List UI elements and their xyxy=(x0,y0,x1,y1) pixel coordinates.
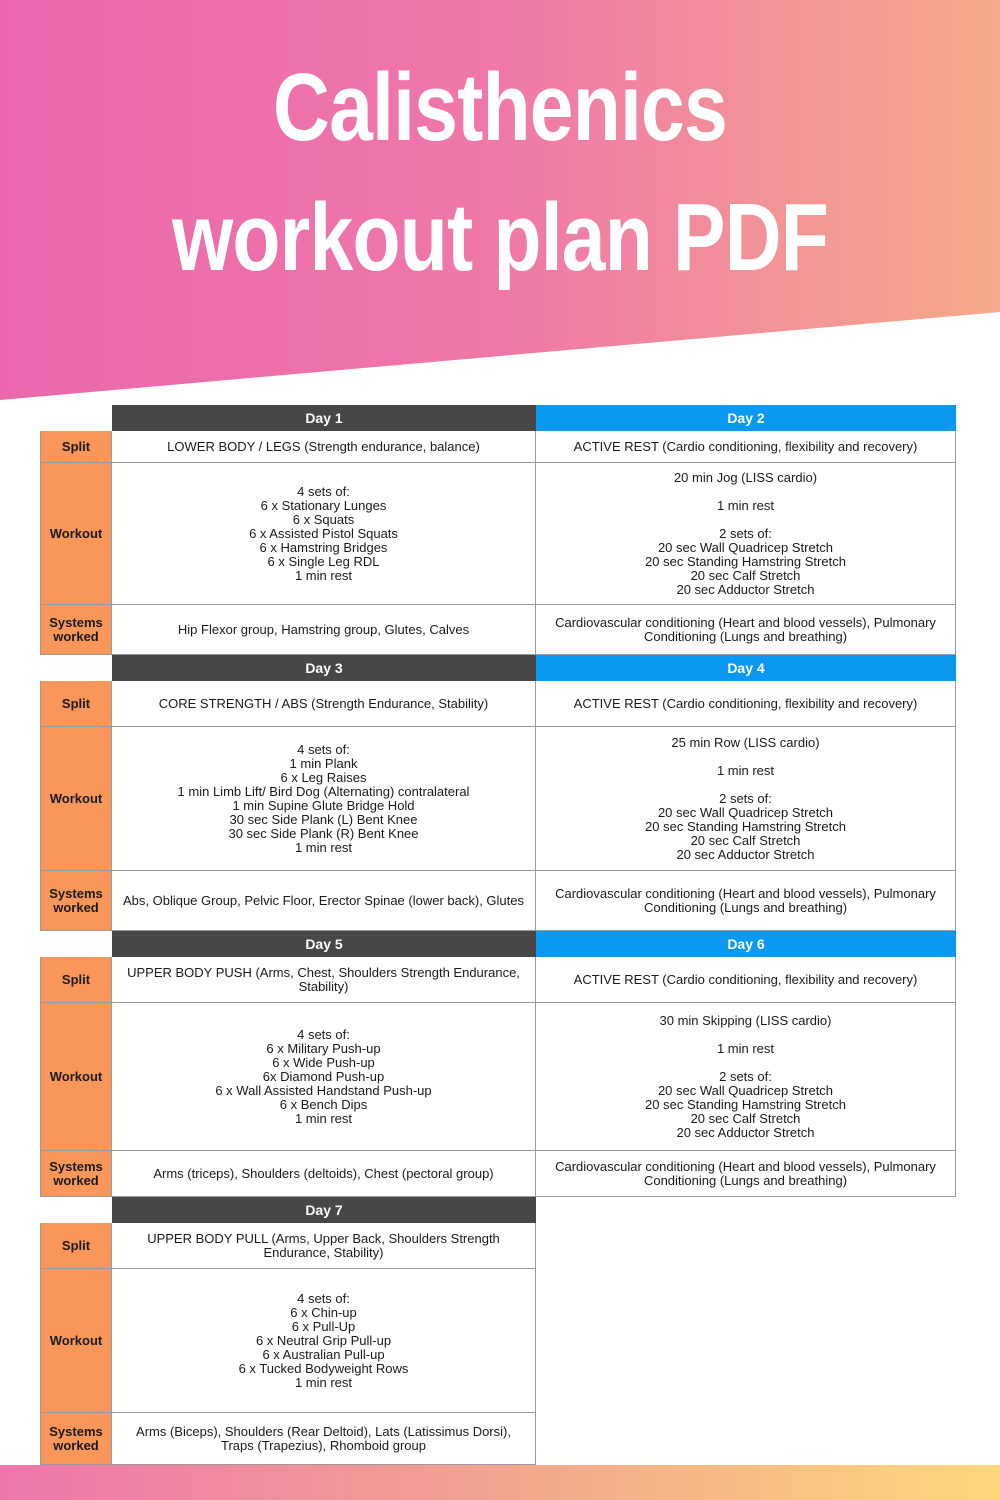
day-6-split: ACTIVE REST (Cardio conditioning, flexibility and recovery) xyxy=(536,957,956,1003)
page-title-line-1: Calisthenics xyxy=(273,54,727,161)
empty-column xyxy=(536,1413,956,1465)
corner-spacer xyxy=(40,655,112,681)
day-4-header: Day 4 xyxy=(536,655,956,681)
day-1-header: Day 1 xyxy=(112,405,536,431)
day-2-workout: 20 min Jog (LISS cardio) 1 min rest 2 sets of: 20 sec Wall Quadricep Stretch 20 sec Standing Hamstring Stretch 20 sec Calf Stretch 20 sec Adductor Stretch xyxy=(536,463,956,605)
workout-label: Workout xyxy=(40,727,112,871)
day-3-systems: Abs, Oblique Group, Pelvic Floor, Erector Spinae (lower back), Glutes xyxy=(112,871,536,931)
split-label: Split xyxy=(40,431,112,463)
split-label: Split xyxy=(40,957,112,1003)
day-4-workout: 25 min Row (LISS cardio) 1 min rest 2 sets of: 20 sec Wall Quadricep Stretch 20 sec Standing Hamstring Stretch 20 sec Calf Stretch 20 sec Adductor Stretch xyxy=(536,727,956,871)
day-1-split: LOWER BODY / LEGS (Strength endurance, balance) xyxy=(112,431,536,463)
day-6-systems: Cardiovascular conditioning (Heart and blood vessels), Pulmonary Conditioning (Lungs and breathing) xyxy=(536,1151,956,1197)
split-label: Split xyxy=(40,1223,112,1269)
day-7-systems: Arms (Biceps), Shoulders (Rear Deltoid), Lats (Latissimus Dorsi), Traps (Trapezius), Rhomboid group xyxy=(112,1413,536,1465)
workout-label: Workout xyxy=(40,1003,112,1151)
day-4-split: ACTIVE REST (Cardio conditioning, flexibility and recovery) xyxy=(536,681,956,727)
day-5-systems: Arms (triceps), Shoulders (deltoids), Chest (pectoral group) xyxy=(112,1151,536,1197)
systems-label: Systems worked xyxy=(40,605,112,655)
day-1-workout: 4 sets of: 6 x Stationary Lunges 6 x Squats 6 x Assisted Pistol Squats 6 x Hamstring Bridges 6 x Single Leg RDL 1 min rest xyxy=(112,463,536,605)
day-5-workout: 4 sets of: 6 x Military Push-up 6 x Wide Push-up 6x Diamond Push-up 6 x Wall Assisted Handstand Push-up 6 x Bench Dips 1 min rest xyxy=(112,1003,536,1151)
day-5-split: UPPER BODY PUSH (Arms, Chest, Shoulders Strength Endurance, Stability) xyxy=(112,957,536,1003)
workout-plan-table xyxy=(40,405,956,1465)
empty-column xyxy=(536,1269,956,1413)
corner-spacer xyxy=(40,1197,112,1223)
day-6-header: Day 6 xyxy=(536,931,956,957)
corner-spacer xyxy=(40,405,112,431)
workout-label: Workout xyxy=(40,1269,112,1413)
footer-gradient-bar xyxy=(0,1465,1000,1500)
day-7-split: UPPER BODY PULL (Arms, Upper Back, Shoulders Strength Endurance, Stability) xyxy=(112,1223,536,1269)
day-2-systems: Cardiovascular conditioning (Heart and blood vessels), Pulmonary Conditioning (Lungs and breathing) xyxy=(536,605,956,655)
day-6-workout: 30 min Skipping (LISS cardio) 1 min rest 2 sets of: 20 sec Wall Quadricep Stretch 20 sec Standing Hamstring Stretch 20 sec Calf Stretch 20 sec Adductor Stretch xyxy=(536,1003,956,1151)
page-title-line-2: workout plan PDF xyxy=(172,184,828,291)
day-7-header: Day 7 xyxy=(112,1197,536,1223)
systems-label: Systems worked xyxy=(40,871,112,931)
day-5-header: Day 5 xyxy=(112,931,536,957)
day-2-header: Day 2 xyxy=(536,405,956,431)
workout-label: Workout xyxy=(40,463,112,605)
systems-label: Systems worked xyxy=(40,1413,112,1465)
systems-label: Systems worked xyxy=(40,1151,112,1197)
day-1-systems: Hip Flexor group, Hamstring group, Glutes, Calves xyxy=(112,605,536,655)
corner-spacer xyxy=(40,931,112,957)
day-4-systems: Cardiovascular conditioning (Heart and blood vessels), Pulmonary Conditioning (Lungs and breathing) xyxy=(536,871,956,931)
day-3-header: Day 3 xyxy=(112,655,536,681)
day-3-split: CORE STRENGTH / ABS (Strength Endurance, Stability) xyxy=(112,681,536,727)
empty-column xyxy=(536,1197,956,1223)
week-grid xyxy=(40,405,956,1465)
day-2-split: ACTIVE REST (Cardio conditioning, flexibility and recovery) xyxy=(536,431,956,463)
split-label: Split xyxy=(40,681,112,727)
day-3-workout: 4 sets of: 1 min Plank 6 x Leg Raises 1 min Limb Lift/ Bird Dog (Alternating) contralateral 1 min Supine Glute Bridge Hold 30 sec Side Plank (L) Bent Knee 30 sec Side Plank (R) Bent Knee 1 min rest xyxy=(112,727,536,871)
day-7-workout: 4 sets of: 6 x Chin-up 6 x Pull-Up 6 x Neutral Grip Pull-up 6 x Australian Pull-up 6 x Tucked Bodyweight Rows 1 min rest xyxy=(112,1269,536,1413)
empty-column xyxy=(536,1223,956,1269)
